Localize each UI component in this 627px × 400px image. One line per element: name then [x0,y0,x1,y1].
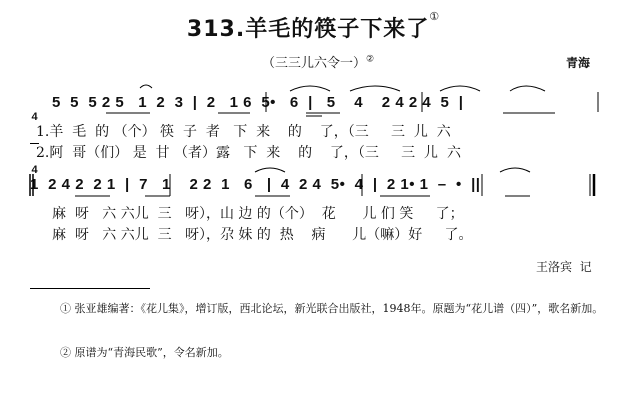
song-title-text: 313.羊毛的筷子下来了 [186,17,430,42]
staff2-notes: 1 2 4 2 2 1 | 7 1 2 2 1 6 | 4 2 4 5• 4 | 2 1• 1 – • || [30,176,481,193]
staff1-notes: 5 5 5 2 5 1 2 3 | 2 1 6 5• 6 | 5 4 2 4 2 4 5 | [52,94,464,111]
subtitle-footnote-mark: ② [366,54,375,65]
time-signature-bottom: 4 [31,164,38,176]
region-label: 青海 [566,56,591,70]
footnote-2: ② 原谱为“青海民歌”，令名新加。 [60,346,229,359]
footnote-1: ① 张亚雄编著：《花儿集》，增订版，西北论坛，新光联合出版社，1948年。原题为“花儿谱（四）”，歌名新加。 [60,302,604,315]
title-footnote-mark: ① [429,10,441,23]
staff1-lyrics-verse1: 1.羊 毛 的 （个） 筷 子 者 下 来 的 了，（三 三 儿 六 [36,124,451,140]
time-signature-top: 4 [31,111,38,123]
staff1-lyrics-verse2: 2.阿 哥（们） 是 甘 （者）露 下 来 的 了，（三 三 儿 六 [36,145,461,161]
recorder-credit: 王洛宾 记 [536,260,592,274]
subtitle-text: （三三儿六令一） [262,56,367,71]
staff2-lyrics-verse2: 麻 呀 六 六儿 三 呀），尕 妹 的 热 病 儿（嘛）好 了。 [52,227,473,243]
footnote-divider [30,288,150,289]
staff2-lyrics-verse1: 麻 呀 六 六儿 三 呀），山 边 的（个） 花 儿 们 笑 了； [52,206,464,222]
